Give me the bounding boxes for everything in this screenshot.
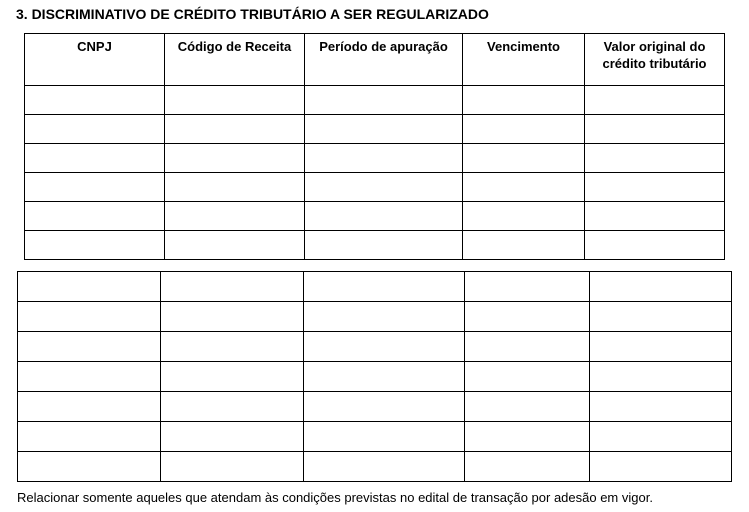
table-cell[interactable] bbox=[18, 452, 161, 482]
table-cell[interactable] bbox=[161, 452, 304, 482]
table-row bbox=[18, 302, 732, 332]
table-cell[interactable] bbox=[590, 452, 732, 482]
footnote: Relacionar somente aqueles que atendam às condições previstas no edital de transação por adesão em vigor. bbox=[17, 490, 653, 505]
table-cell[interactable] bbox=[18, 392, 161, 422]
table-cell[interactable] bbox=[305, 173, 463, 202]
table-cell[interactable] bbox=[25, 86, 165, 115]
table-cell[interactable] bbox=[590, 362, 732, 392]
column-header-codigo-receita: Código de Receita bbox=[165, 34, 305, 86]
column-header-periodo-apuracao: Período de apuração bbox=[305, 34, 463, 86]
table-cell[interactable] bbox=[463, 115, 585, 144]
table-row bbox=[25, 231, 725, 260]
table-cell[interactable] bbox=[304, 362, 465, 392]
table-cell[interactable] bbox=[18, 302, 161, 332]
table-row bbox=[25, 144, 725, 173]
table-cell[interactable] bbox=[590, 332, 732, 362]
table-bottom-body bbox=[18, 272, 732, 482]
table-cell[interactable] bbox=[165, 231, 305, 260]
table-row bbox=[18, 392, 732, 422]
table-cell[interactable] bbox=[165, 144, 305, 173]
table-cell[interactable] bbox=[304, 452, 465, 482]
table-cell[interactable] bbox=[463, 202, 585, 231]
table-cell[interactable] bbox=[463, 231, 585, 260]
table-cell[interactable] bbox=[18, 362, 161, 392]
table-cell[interactable] bbox=[165, 86, 305, 115]
table-header-row bbox=[25, 34, 725, 86]
table-cell[interactable] bbox=[585, 144, 725, 173]
table-cell[interactable] bbox=[18, 422, 161, 452]
table-cell[interactable] bbox=[465, 302, 590, 332]
table-cell[interactable] bbox=[25, 202, 165, 231]
table-row bbox=[18, 452, 732, 482]
table-cell[interactable] bbox=[305, 144, 463, 173]
column-header-valor-original: Valor original do crédito tributário bbox=[585, 34, 725, 86]
table-cell[interactable] bbox=[590, 272, 732, 302]
table-cell[interactable] bbox=[25, 144, 165, 173]
credit-table-top bbox=[24, 33, 725, 260]
table-cell[interactable] bbox=[161, 272, 304, 302]
table-row bbox=[18, 362, 732, 392]
table-cell[interactable] bbox=[25, 173, 165, 202]
table-cell[interactable] bbox=[585, 173, 725, 202]
table-cell[interactable] bbox=[590, 392, 732, 422]
table-cell[interactable] bbox=[463, 86, 585, 115]
table-cell[interactable] bbox=[18, 332, 161, 362]
table-cell[interactable] bbox=[590, 422, 732, 452]
table-cell[interactable] bbox=[590, 302, 732, 332]
table-row bbox=[18, 422, 732, 452]
table-cell[interactable] bbox=[305, 86, 463, 115]
table-cell[interactable] bbox=[465, 422, 590, 452]
table-cell[interactable] bbox=[305, 231, 463, 260]
table-cell[interactable] bbox=[465, 362, 590, 392]
table-row bbox=[25, 86, 725, 115]
table-cell[interactable] bbox=[585, 202, 725, 231]
table-top-body bbox=[25, 86, 725, 260]
table-cell[interactable] bbox=[305, 115, 463, 144]
table-cell[interactable] bbox=[304, 422, 465, 452]
column-header-cnpj: CNPJ bbox=[25, 34, 165, 86]
table-cell[interactable] bbox=[25, 115, 165, 144]
column-header-vencimento: Vencimento bbox=[463, 34, 585, 86]
table-cell[interactable] bbox=[304, 272, 465, 302]
table-cell[interactable] bbox=[465, 392, 590, 422]
table-cell[interactable] bbox=[465, 452, 590, 482]
credit-table-bottom bbox=[17, 271, 732, 482]
table-row bbox=[25, 202, 725, 231]
table-cell[interactable] bbox=[465, 272, 590, 302]
table-cell[interactable] bbox=[161, 392, 304, 422]
table-row bbox=[25, 173, 725, 202]
table-cell[interactable] bbox=[585, 115, 725, 144]
table-cell[interactable] bbox=[165, 202, 305, 231]
table-cell[interactable] bbox=[585, 86, 725, 115]
table-cell[interactable] bbox=[463, 173, 585, 202]
table-cell[interactable] bbox=[161, 362, 304, 392]
table-cell[interactable] bbox=[18, 272, 161, 302]
table-cell[interactable] bbox=[304, 302, 465, 332]
table-cell[interactable] bbox=[304, 332, 465, 362]
table-row bbox=[18, 332, 732, 362]
table-cell[interactable] bbox=[161, 332, 304, 362]
table-row bbox=[18, 272, 732, 302]
table-cell[interactable] bbox=[304, 392, 465, 422]
table-cell[interactable] bbox=[161, 302, 304, 332]
table-row bbox=[25, 115, 725, 144]
table-cell[interactable] bbox=[465, 332, 590, 362]
table-cell[interactable] bbox=[463, 144, 585, 173]
table-cell[interactable] bbox=[25, 231, 165, 260]
table-cell[interactable] bbox=[165, 115, 305, 144]
table-cell[interactable] bbox=[585, 231, 725, 260]
table-cell[interactable] bbox=[305, 202, 463, 231]
section-title: 3. DISCRIMINATIVO DE CRÉDITO TRIBUTÁRIO A SER REGULARIZADO bbox=[16, 6, 489, 22]
table-cell[interactable] bbox=[161, 422, 304, 452]
table-cell[interactable] bbox=[165, 173, 305, 202]
